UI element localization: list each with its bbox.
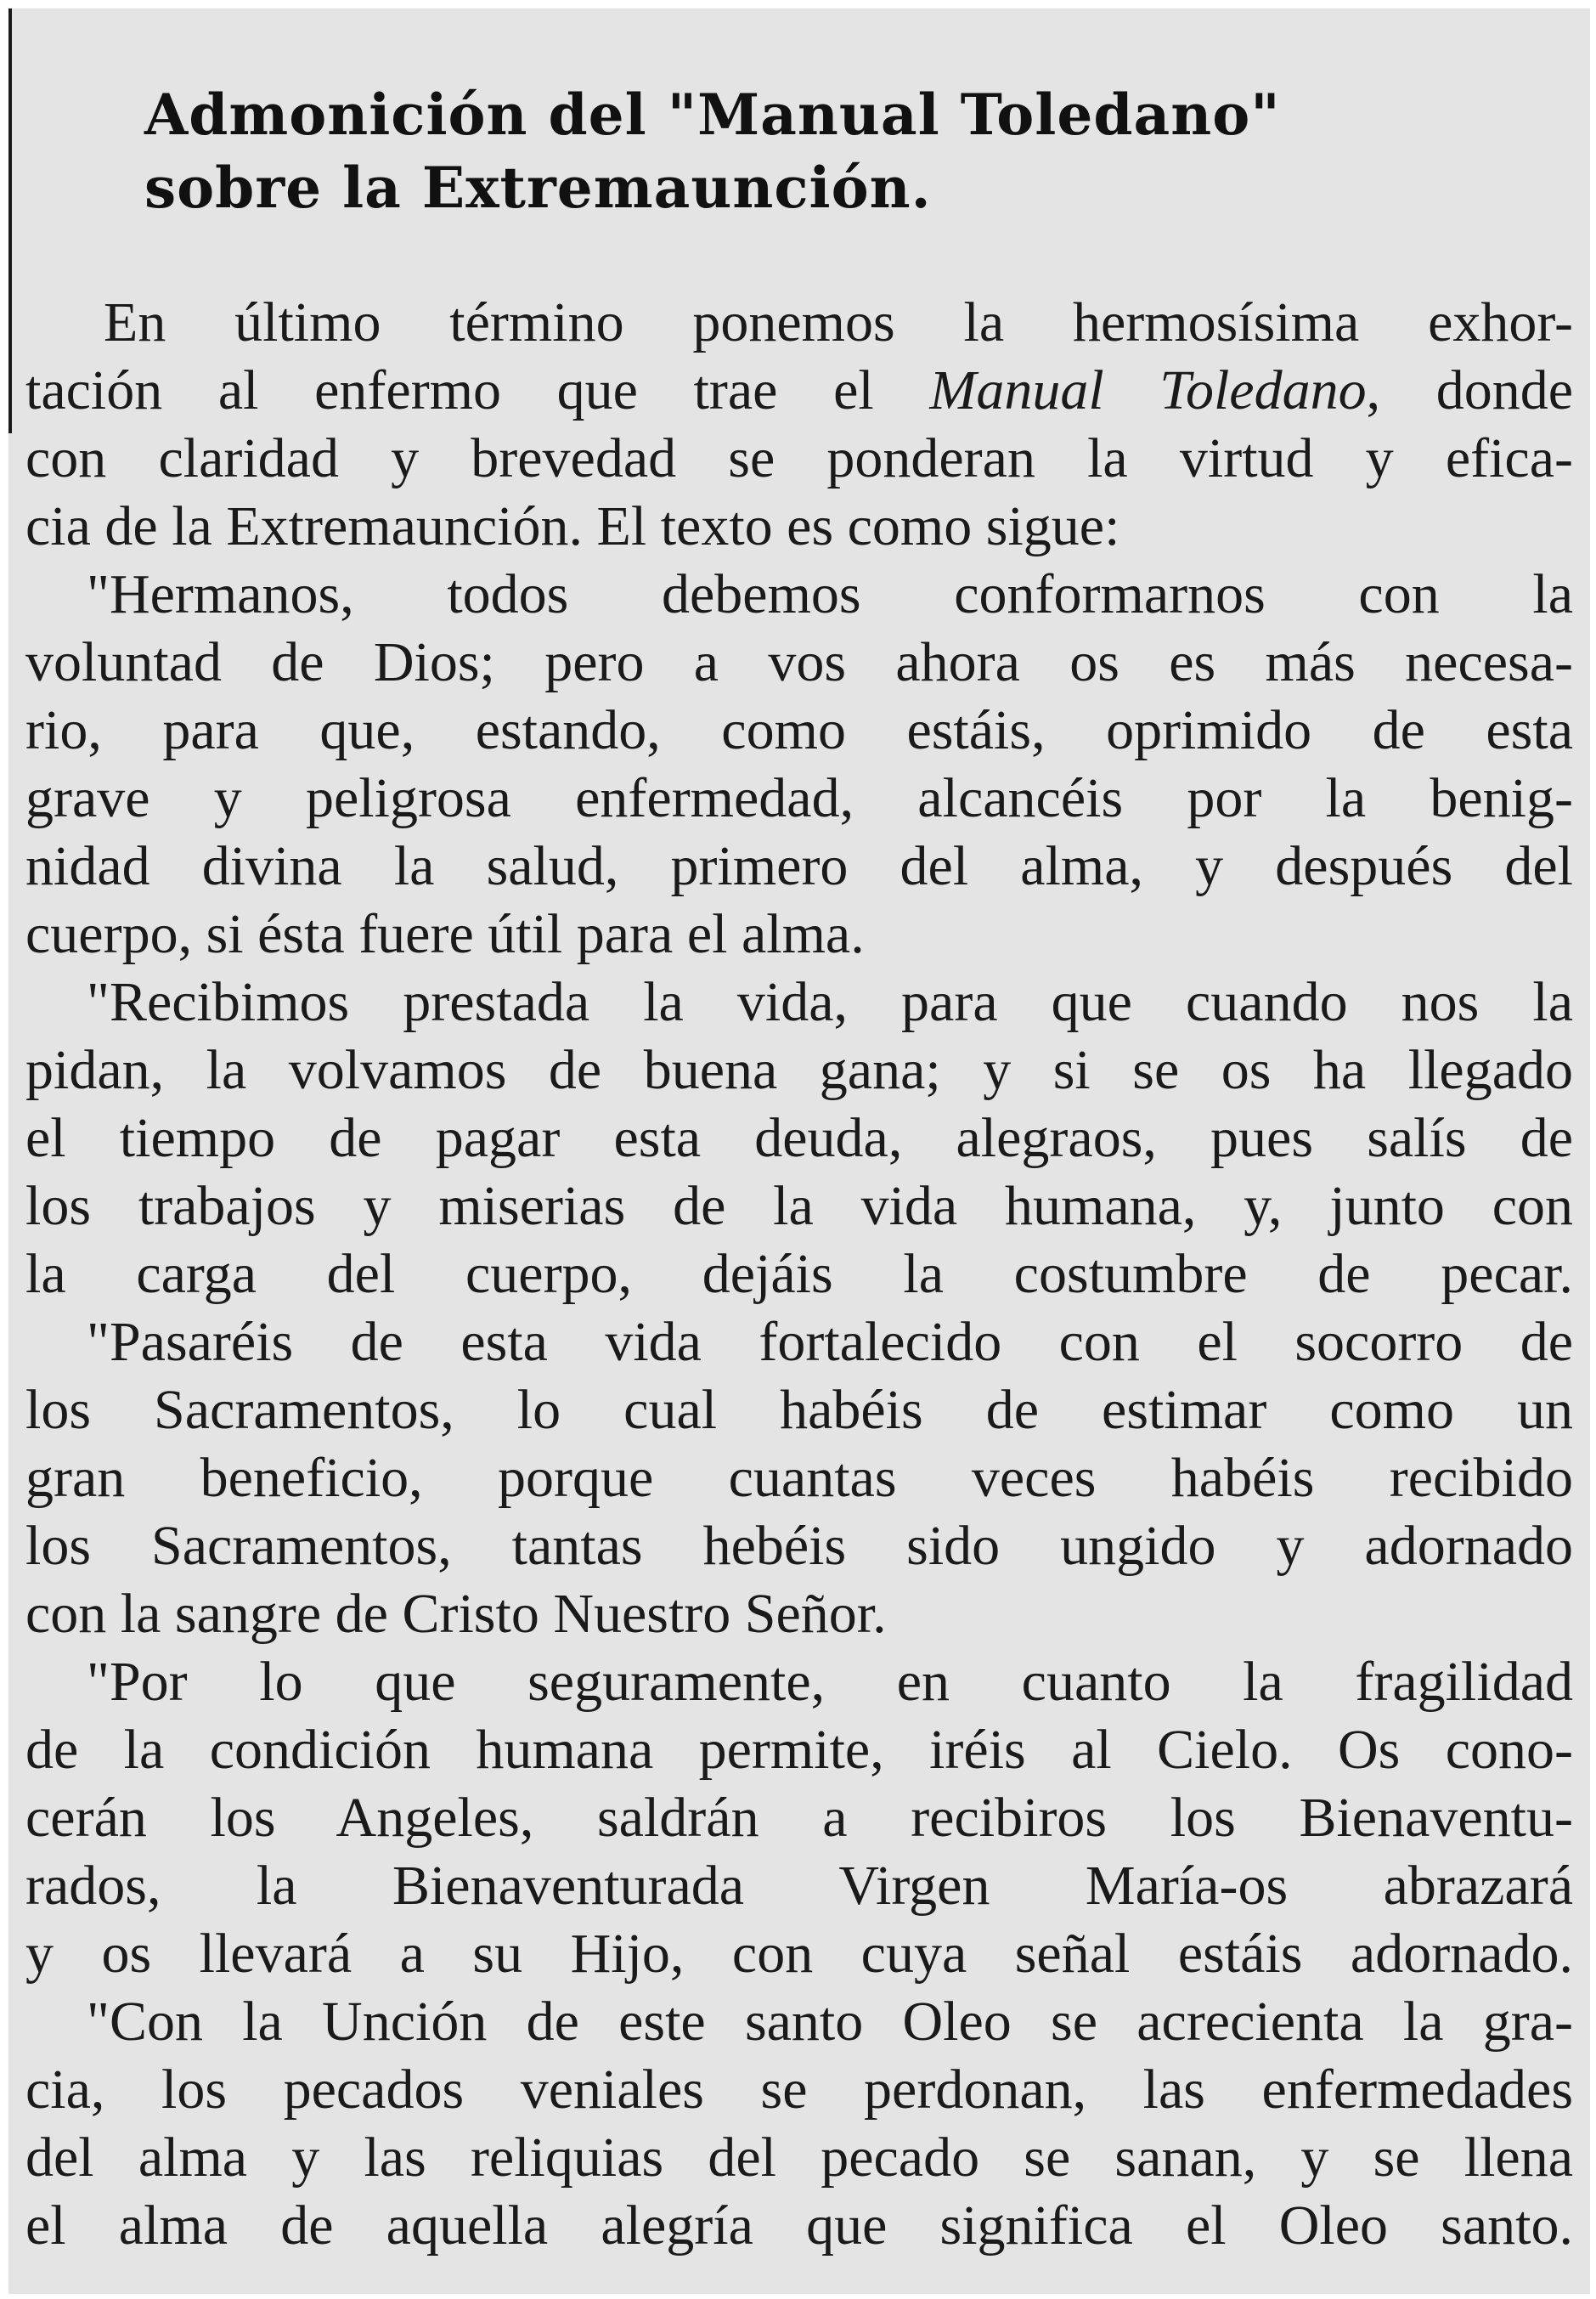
document-heading (144, 78, 1281, 224)
text-line: los Sacramentos, lo cual habéis de estimar como un (25, 1379, 1573, 1441)
text-line: de la condición humana permite, iréis al Cielo. Os cono- (25, 1719, 1573, 1781)
text-line: "Hermanos, todos debemos conformarnos con la (87, 563, 1573, 625)
italic-title: Manual Toledano (929, 359, 1367, 421)
text-line: grave y peligrosa enfermedad, alcancéis por la benig- (25, 767, 1573, 829)
text-line: cerán los Angeles, saldrán a recibiros los Bienaventu- (25, 1787, 1573, 1849)
text-line: En último término ponemos la hermosísima exhor- (104, 291, 1573, 353)
text-line: el tiempo de pagar esta deuda, alegraos, pues salís de (25, 1107, 1573, 1169)
text-line: "Por lo que seguramente, en cuanto la fragilidad (87, 1651, 1573, 1713)
text-line: y os llevará a su Hijo, con cuya señal estáis adornado. (25, 1923, 1573, 1985)
text-line: "Recibimos prestada la vida, para que cuando nos la (87, 971, 1573, 1033)
text-line: "Con la Unción de este santo Oleo se acrecienta la gra- (87, 1991, 1573, 2053)
text-line: los Sacramentos, tantas hebéis sido ungido y adornado (25, 1515, 1573, 1577)
text-line: con la sangre de Cristo Nuestro Señor. (25, 1583, 887, 1645)
text-line: rados, la Bienaventurada Virgen María-os abrazará (25, 1855, 1573, 1917)
text-line: "Pasaréis de esta vida fortalecido con el socorro de (87, 1311, 1573, 1373)
text-line: pidan, la volvamos de buena gana; y si se os ha llegado (25, 1039, 1573, 1101)
text-line: cuerpo, si ésta fuere útil para el alma. (25, 903, 865, 965)
body-text (25, 289, 1573, 2260)
text-line: rio, para que, estando, como estáis, oprimido de esta (25, 699, 1573, 761)
text-line: del alma y las reliquias del pecado se sanan, y se llena (25, 2127, 1573, 2189)
document-page (8, 8, 1590, 2294)
heading-line-2: sobre la Extremaunción. (144, 155, 932, 221)
margin-rule (8, 8, 12, 433)
heading-line-1: Admonición del "Manual Toledano" (144, 82, 1281, 148)
text-line: el alma de aquella alegría que significa el Oleo santo. (25, 2194, 1573, 2257)
text-line: voluntad de Dios; pero a vos ahora os es más necesa- (25, 631, 1573, 693)
text-line: cia de la Extremaunción. El texto es como sigue: (25, 495, 1120, 557)
text-line: la carga del cuerpo, dejáis la costumbre de pecar. (25, 1243, 1573, 1305)
text-line: cia, los pecados veniales se perdonan, las enfermedades (25, 2059, 1573, 2121)
text-line: tación al enfermo que trae el Manual Toledano, donde (25, 359, 1573, 421)
text-line: con claridad y brevedad se ponderan la virtud y efica- (25, 427, 1573, 489)
text-line: gran beneficio, porque cuantas veces habéis recibido (25, 1447, 1573, 1509)
text-line: los trabajos y miserias de la vida humana, y, junto con (25, 1175, 1573, 1237)
text-line: nidad divina la salud, primero del alma, y después del (25, 835, 1573, 897)
